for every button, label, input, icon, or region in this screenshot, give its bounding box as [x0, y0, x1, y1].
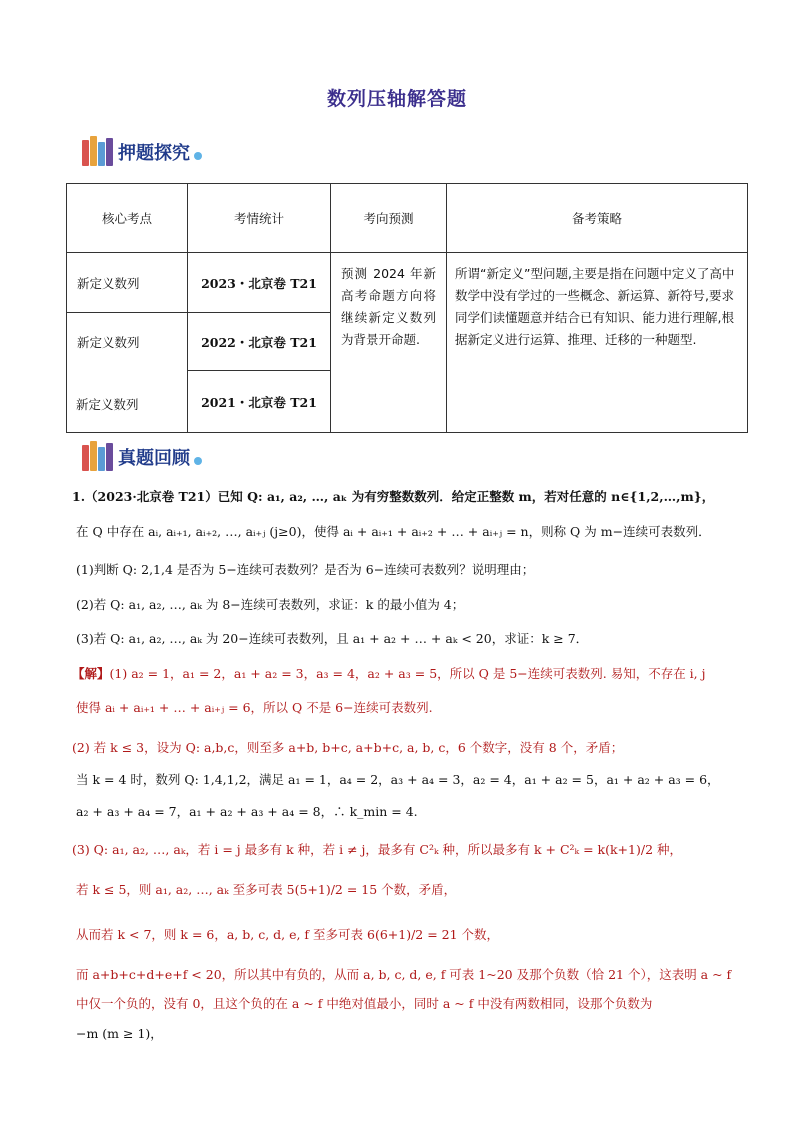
solution-part2-line3: a₂ + a₃ + a₄ = 7，a₁ + a₂ + a₃ + a₄ = 8，∴ k_min = 4.: [76, 804, 418, 819]
page-title: 数列压轴解答题: [326, 88, 467, 110]
books-icon: [82, 134, 114, 166]
section-label: 真题回顾: [118, 448, 190, 469]
table-header: 考情统计: [188, 184, 331, 253]
table-cell-strategy: 所谓“新定义”型问题,主要是指在问题中定义了高中数学中没有学过的一些概念、新运算、新符号,要求同学们读懂题意并结合已有知识、能力进行理解,根据新定义进行运算、推理、迁移的一种题型.: [447, 253, 748, 433]
table-cell-topic: 新定义数列: [67, 313, 188, 433]
problem-stem-line2: 在 Q 中存在 aᵢ, aᵢ₊₁, aᵢ₊₂, …, aᵢ₊ⱼ (j≥0)，使得 aᵢ + aᵢ₊₁ + aᵢ₊₂ + … + aᵢ₊ⱼ = n，则称 Q 为 m−连续可表数列．: [76, 524, 711, 539]
problem-stem-line1: 1.（2023·北京卷 T21）已知 Q: a₁, a₂, …, aₖ 为有穷整数数列．给定正整数 m，若对任意的 n∈{1,2,…,m}，: [72, 489, 715, 504]
table-cell-stat: 2022・北京卷 T21: [188, 313, 331, 371]
dot-icon: [194, 457, 202, 465]
solution-tag: 【解】: [72, 666, 110, 681]
section-header-review: [82, 437, 202, 471]
section-header-predict: [82, 132, 202, 166]
problem-part1: (1)判断 Q: 2,1,4 是否为 5−连续可表数列？是否为 6−连续可表数列？说明理由；: [76, 562, 535, 577]
section-label: 押题探究: [118, 143, 190, 164]
solution-part3-line3: 从而若 k < 7，则 k = 6，a, b, c, d, e, f 至多可表 6(6+1)/2 = 21 个数，: [76, 927, 500, 942]
table-cell-stat: 2023・北京卷 T21: [188, 253, 331, 313]
table-header: 考向预测: [331, 184, 447, 253]
problem-part3: (3)若 Q: a₁, a₂, …, aₖ 为 20−连续可表数列，且 a₁ + a₂ + … + aₖ < 20，求证：k ≥ 7．: [76, 631, 589, 646]
solution-part2-line1: (2) 若 k ≤ 3，设为 Q: a,b,c，则至多 a+b, b+c, a+b+c, a, b, c，6 个数字，没有 8 个，矛盾；: [72, 740, 624, 755]
problem-part2: (2)若 Q: a₁, a₂, …, aₖ 为 8−连续可表数列，求证：k 的最小值为 4；: [76, 597, 465, 612]
dot-icon: [194, 152, 202, 160]
table-cell-stat: 2021・北京卷 T21: [188, 371, 331, 433]
books-icon: [82, 439, 114, 471]
table-cell-topic: 新定义数列: [76, 397, 139, 412]
table-header: 备考策略: [447, 184, 748, 253]
table-cell-prediction: 预测 2024 年新高考命题方向将继续新定义数列为背景开命题.: [331, 253, 447, 433]
solution-part3-line2: 若 k ≤ 5，则 a₁, a₂, …, aₖ 至多可表 5(5+1)/2 = 15 个数，矛盾，: [76, 882, 457, 897]
solution-part1-line2: 使得 aᵢ + aᵢ₊₁ + … + aᵢ₊ⱼ = 6，所以 Q 不是 6−连续可表数列.: [76, 700, 433, 715]
solution-part2-line2: 当 k = 4 时，数列 Q: 1,4,1,2，满足 a₁ = 1，a₄ = 2，a₃ + a₄ = 3，a₂ = 4，a₁ + a₂ = 5，a₁ + a₂ + a₃ = 6，: [76, 772, 720, 787]
exam-analysis-table: [66, 183, 748, 433]
solution-part3-line4: 而 a+b+c+d+e+f < 20，所以其中有负的，从而 a, b, c, d, e, f 可表 1~20 及那个负数（恰 21 个），这表明 a ~ f: [76, 967, 732, 982]
solution-part3-line5: 中仅一个负的，没有 0，且这个负的在 a ~ f 中绝对值最小，同时 a ~ f 中没有两数相同，设那个负数为: [76, 996, 653, 1011]
solution-part1-line1: 【解】(1) a₂ = 1，a₁ = 2，a₁ + a₂ = 3，a₃ = 4，a₂ + a₃ = 5，所以 Q 是 5−连续可表数列. 易知，不存在 i, j: [72, 666, 706, 681]
solution-part3-line6: −m (m ≥ 1)，: [76, 1026, 163, 1041]
table-header: 核心考点: [67, 184, 188, 253]
table-cell-topic: 新定义数列: [67, 253, 188, 313]
solution-part3-line1: (3) Q: a₁, a₂, …, aₖ，若 i = j 最多有 k 种，若 i ≠ j，最多有 C²ₖ 种，所以最多有 k + C²ₖ = k(k+1)/2 种，: [72, 842, 682, 857]
